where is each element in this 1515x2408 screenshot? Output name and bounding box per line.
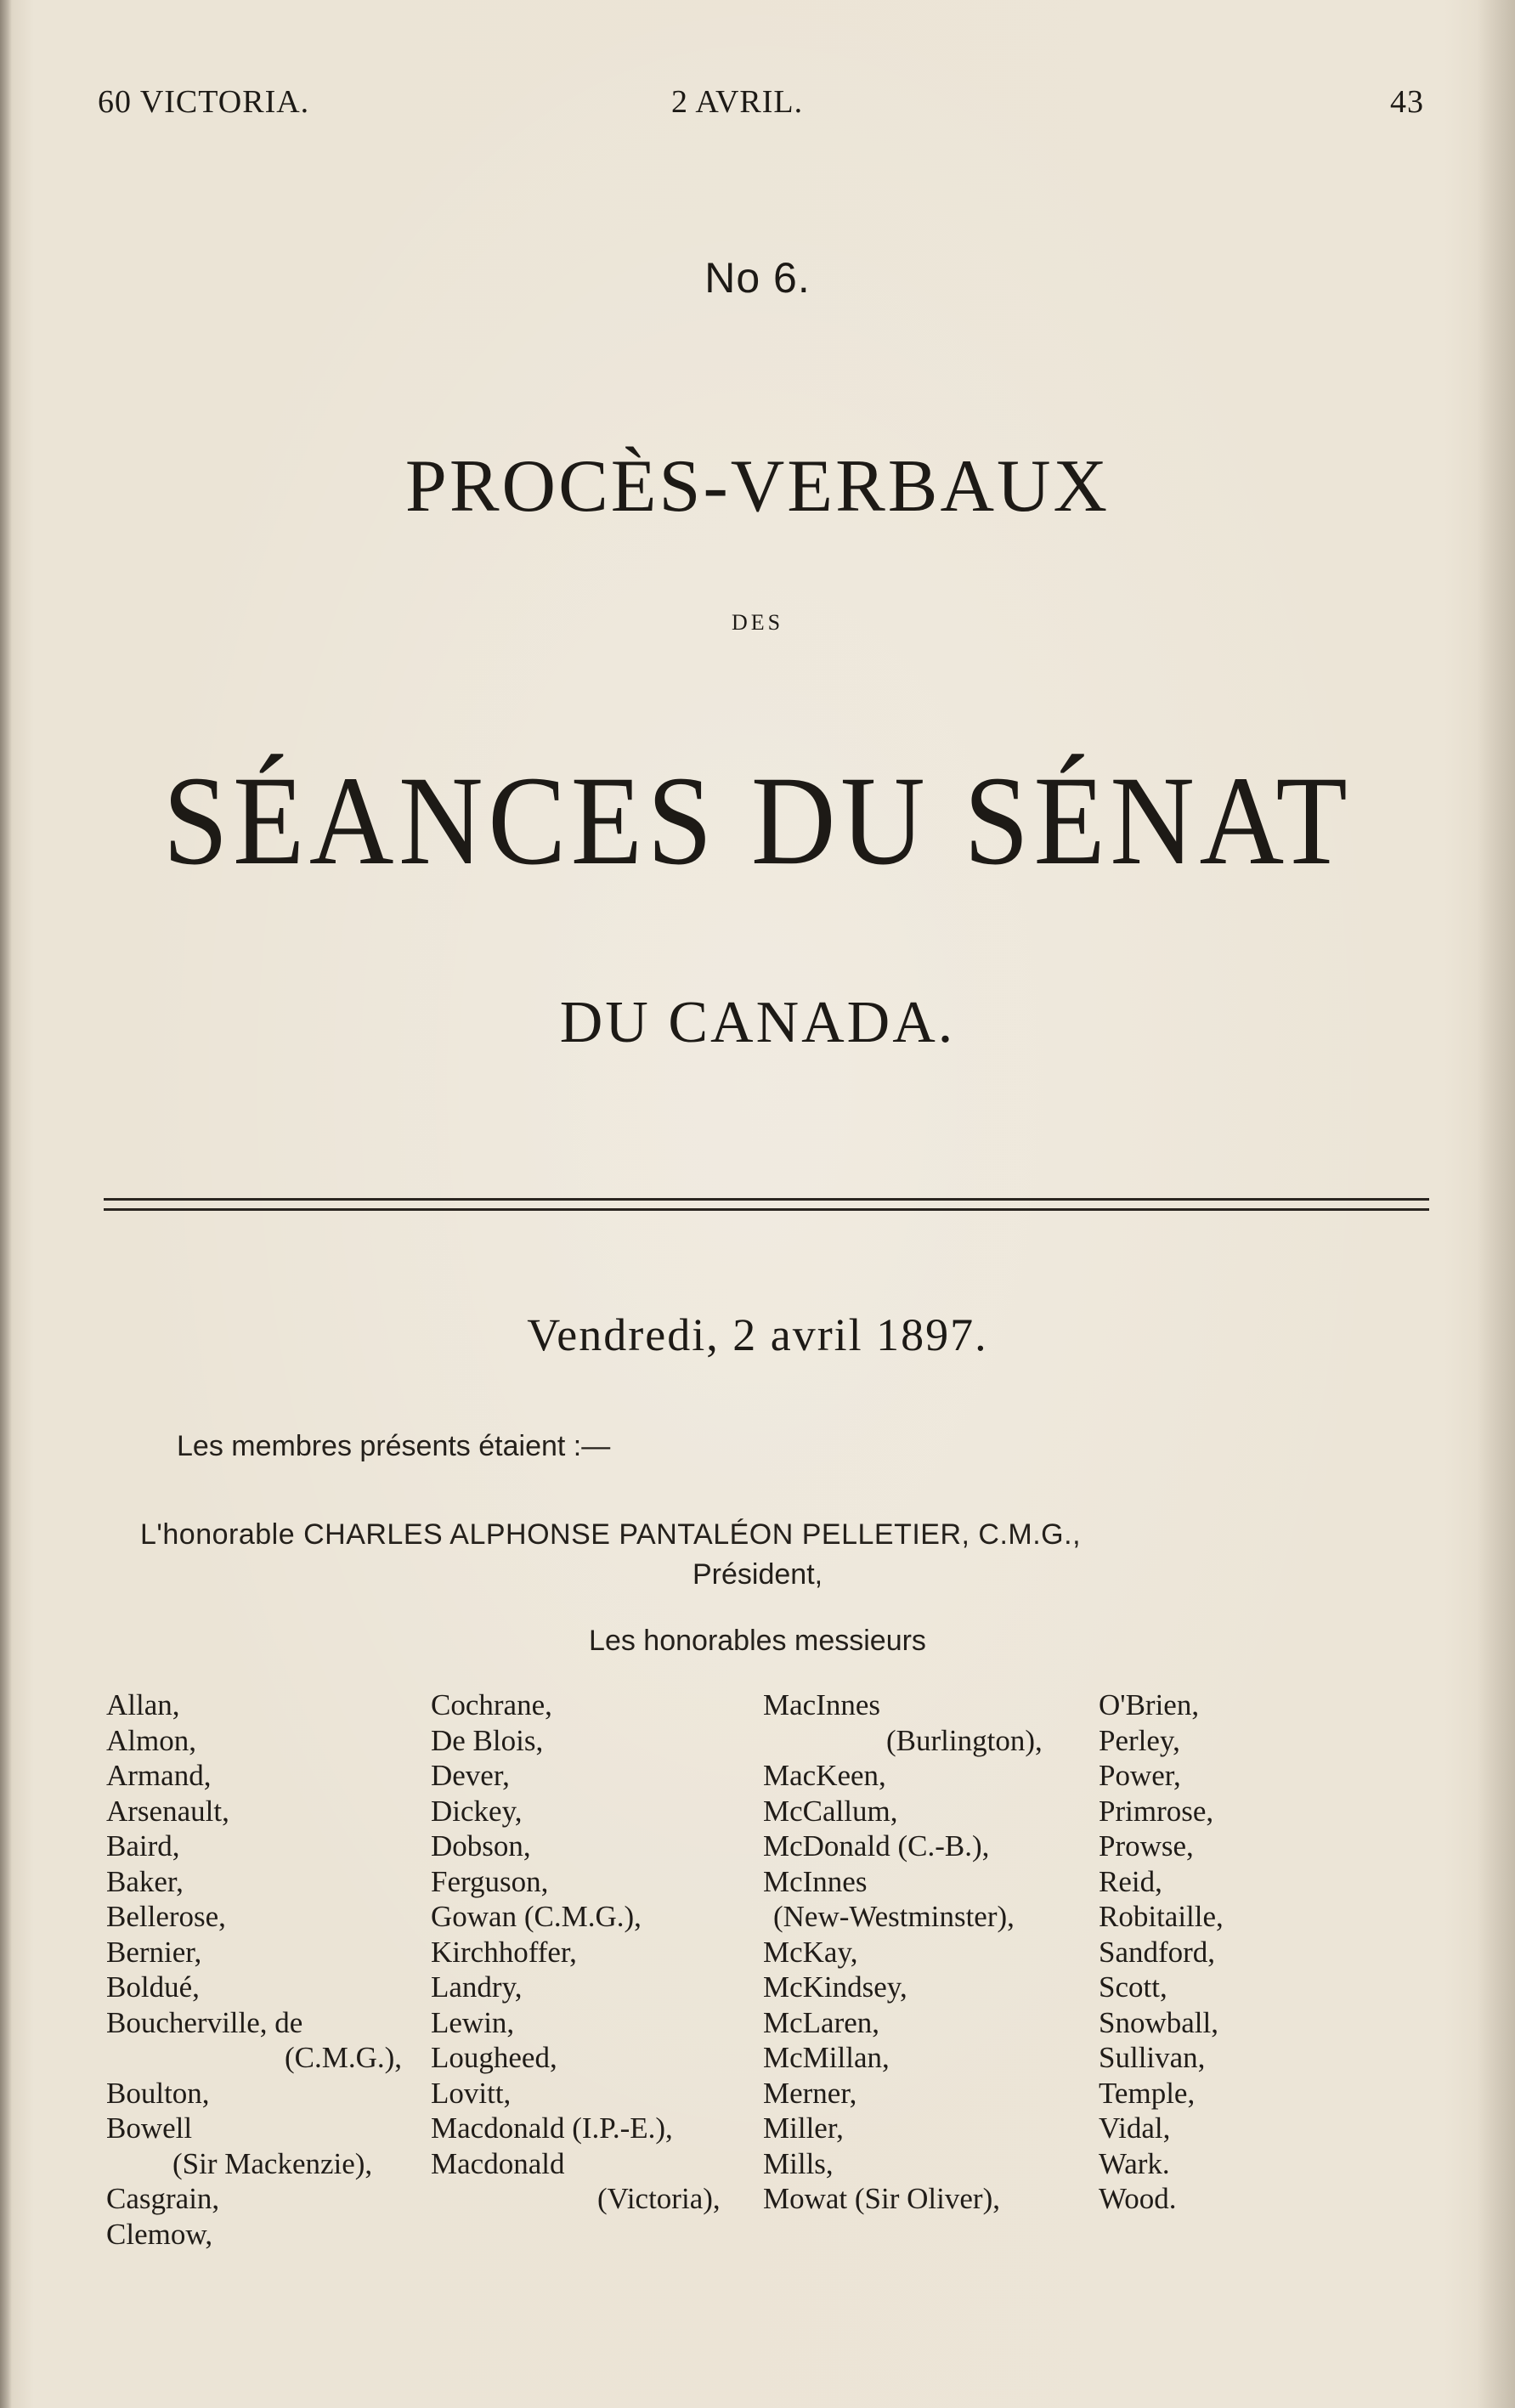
- senator-name: Boucherville, de: [106, 2005, 303, 2039]
- senator-name: Robitaille,: [1099, 1900, 1224, 1933]
- senator-name: McMillan,: [763, 2041, 890, 2074]
- senator-name: Mowat (Sir Oliver),: [763, 2182, 1000, 2215]
- page-number: 43: [1390, 84, 1424, 120]
- senator-name: Lovitt,: [431, 2076, 512, 2110]
- sitting-date: Vendredi, 2 avril 1897.: [527, 1309, 988, 1360]
- page-binding-edge: [0, 0, 12, 2408]
- senator-name: Macdonald (I.P.-E.),: [431, 2111, 673, 2145]
- members-intro: Les membres présents étaient :—: [177, 1430, 611, 1462]
- senator-name: Bernier,: [106, 1935, 202, 1969]
- senator-name: Boldué,: [106, 1970, 200, 2004]
- senator-name: Ferguson,: [431, 1864, 549, 1898]
- senator-name: Wood.: [1099, 2182, 1177, 2215]
- senator-name: Bowell: [106, 2111, 193, 2145]
- senator-column-3: [763, 1687, 1043, 2217]
- president-title: Président,: [692, 1558, 823, 1591]
- senator-name: Merner,: [763, 2076, 857, 2110]
- senator-name: Arsenault,: [106, 1794, 229, 1828]
- running-head-regnal-year: 60 VICTORIA.: [98, 84, 310, 120]
- senator-name: Casgrain,: [106, 2182, 220, 2215]
- senator-name: Clemow,: [106, 2217, 213, 2251]
- senator-name: Vidal,: [1099, 2111, 1171, 2145]
- senator-name: Reid,: [1099, 1864, 1162, 1898]
- senator-name: Lewin,: [431, 2005, 515, 2039]
- senator-name: Lougheed,: [431, 2041, 557, 2074]
- senator-name: McInnes: [763, 1864, 868, 1898]
- title-line-proces-verbaux: PROCÈS-VERBAUX: [404, 445, 1111, 528]
- president-name: L'honorable CHARLES ALPHONSE PANTALÉON PELLETIER, C.M.G.,: [140, 1518, 1082, 1551]
- senator-name: Snowball,: [1099, 2005, 1218, 2039]
- senator-name-continuation: (Victoria),: [597, 2182, 721, 2215]
- senator-name: Allan,: [106, 1688, 180, 1721]
- senator-name: Miller,: [763, 2111, 844, 2145]
- senator-name: Mills,: [763, 2146, 834, 2180]
- senator-name: O'Brien,: [1099, 1688, 1200, 1721]
- double-rule-top: [104, 1198, 1429, 1201]
- senator-name: Dever,: [431, 1759, 510, 1792]
- honorables-heading: Les honorables messieurs: [589, 1625, 926, 1657]
- senator-name: Power,: [1099, 1759, 1181, 1792]
- title-line-du-canada: DU CANADA.: [559, 990, 956, 1055]
- senator-name: Baker,: [106, 1864, 184, 1898]
- senator-name: McDonald (C.-B.),: [763, 1829, 990, 1863]
- senator-name: De Blois,: [431, 1723, 544, 1757]
- issue-number: No 6.: [704, 254, 811, 302]
- senator-name: Baird,: [106, 1829, 180, 1863]
- senator-name: MacKeen,: [763, 1759, 886, 1792]
- senator-name: Dickey,: [431, 1794, 523, 1828]
- senator-name-continuation: (Sir Mackenzie),: [172, 2146, 373, 2180]
- senator-name: Macdonald: [431, 2146, 565, 2180]
- senator-column-2: [431, 1687, 721, 2217]
- senator-name: Temple,: [1099, 2076, 1196, 2110]
- senator-name: McKay,: [763, 1935, 858, 1969]
- senator-name: McLaren,: [763, 2005, 880, 2039]
- senator-name: Dobson,: [431, 1829, 531, 1863]
- senator-name: Cochrane,: [431, 1688, 552, 1721]
- senator-name: Wark.: [1099, 2146, 1170, 2180]
- senator-name: Sandford,: [1099, 1935, 1216, 1969]
- senator-name: Boulton,: [106, 2076, 210, 2110]
- senator-name: Scott,: [1099, 1970, 1167, 2004]
- senator-column-4: [1099, 1687, 1224, 2217]
- title-line-seances-du-senat: SÉANCES DU SÉNAT: [162, 750, 1353, 891]
- senator-name: Armand,: [106, 1759, 212, 1792]
- double-rule-bottom: [104, 1208, 1429, 1211]
- senator-name: Gowan (C.M.G.),: [431, 1900, 642, 1933]
- senator-name: Almon,: [106, 1723, 196, 1757]
- senator-name: MacInnes: [763, 1688, 881, 1721]
- senator-name: Kirchhoffer,: [431, 1935, 577, 1969]
- senator-name: Prowse,: [1099, 1829, 1194, 1863]
- senator-name-continuation: (New-Westminster),: [773, 1900, 1015, 1933]
- page-right-edge: [1477, 0, 1515, 2408]
- running-head-date: 2 AVRIL.: [671, 84, 804, 120]
- senator-name: McKindsey,: [763, 1970, 907, 2004]
- senator-name: Landry,: [431, 1970, 523, 2004]
- senator-name-continuation: (C.M.G.),: [285, 2041, 403, 2074]
- title-line-des: DES: [731, 610, 784, 635]
- senator-name: Perley,: [1099, 1723, 1180, 1757]
- senator-name-continuation: (Burlington),: [886, 1723, 1043, 1757]
- senator-name: Sullivan,: [1099, 2041, 1206, 2074]
- senator-name: Primrose,: [1099, 1794, 1214, 1828]
- senator-column-1: [106, 1687, 402, 2252]
- senator-name: McCallum,: [763, 1794, 898, 1828]
- senator-name: Bellerose,: [106, 1900, 226, 1933]
